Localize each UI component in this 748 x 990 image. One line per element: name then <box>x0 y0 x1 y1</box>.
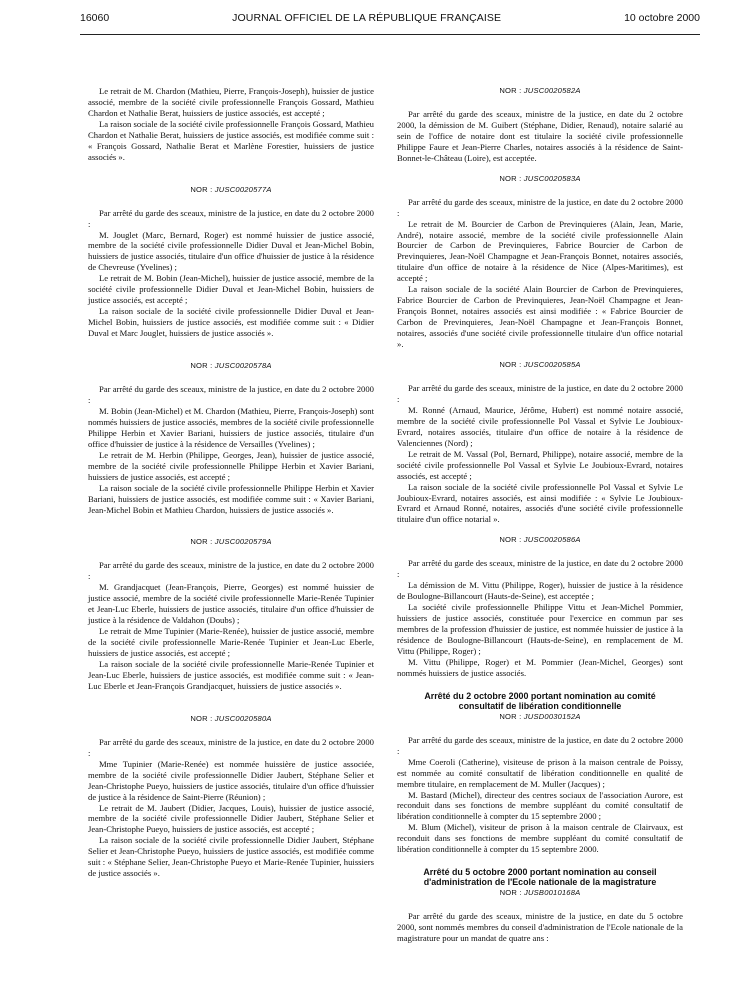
paragraph: La raison sociale de la société civile professionnelle Didier Jaubert, Stéphane Selier et Jean-Christophe Pueyo, huissiers de justice associés, est modifiée comme suit : « Stéphane Selier, Jean-Christophe Pueyo et Marie-Renée Tupinier, huissiers de justice associés ». <box>88 835 374 879</box>
paragraph: Le retrait de M. Herbin (Philippe, Georges, Jean), huissier de justice associé, membre de la société civile professionnelle Philippe Herbin et Xavier Bariani, huissiers de justice associés, est accepté ; <box>88 449 374 482</box>
paragraph: Par arrêté du garde des sceaux, ministre de la justice, en date du 2 octobre 2000 : <box>397 558 683 580</box>
paragraph: Par arrêté du garde des sceaux, ministre de la justice, en date du 5 octobre 2000, sont nommés membres du conseil d'administration de l'Ecole nationale de la magistrature pour un mandat de quatre ans : <box>397 911 683 944</box>
journal-title: JOURNAL OFFICIEL DE LA RÉPUBLIQUE FRANÇAISE <box>232 12 502 24</box>
paragraph: Le retrait de M. Jaubert (Didier, Jacques, Louis), huissier de justice associé, membre de la société civile professionnelle Didier Jaubert, Stéphane Selier et Jean-Christophe Pueyo, huissiers de justice associés, est accepté ; <box>88 802 374 835</box>
arrete-title: Arrêté du 2 octobre 2000 portant nomination au comité consultatif de libération conditionnelle <box>424 690 656 711</box>
nor-reference <box>88 185 374 196</box>
paragraph: La raison sociale de la société civile professionnelle François Gossard, Mathieu Chardon et Nathalie Berat, huissiers de justice associés, est modifiée comme suit : « François Gossard, Nathalie Berat et Marlène Forestier, huissiers de justice associés ». <box>88 118 374 162</box>
nor-reference <box>88 714 374 725</box>
paragraph: La raison sociale de la société civile professionnelle Philippe Herbin et Xavier Bariani, huissiers de justice associés, est modifiée comme suit : « Xavier Bariani, Jean-Michel Bobin et Mathieu Chardon, huissiers de justice associés ». <box>88 482 374 515</box>
paragraph: Mme Tupinier (Marie-Renée) est nommée huissière de justice associée, membre de la société civile professionnelle Didier Jaubert, Stéphane Selier et Jean-Christophe Pueyo, huissiers de justice associés, titulaire d'un office d'huissier de justice à la résidence de Saint-Pierre (Réunion) ; <box>88 758 374 802</box>
paragraph: M. Bastard (Michel), directeur des centres sociaux de l'association Aurore, est reconduit dans ses fonctions de membre suppléant du comité consultatif de libération conditionnelle à compter du 15 septembre 2000 ; <box>397 789 683 822</box>
nor-reference <box>397 174 683 185</box>
paragraph: M. Bobin (Jean-Michel) et M. Chardon (Mathieu, Pierre, François-Joseph) sont nommés huissiers de justice associés, membres de la société civile professionnelle Philippe Herbin et Xavier Bariani, huissiers de justice associés, titulaire d'un office d'huissier de justice à la résidence de Versailles (Yvelines) ; <box>88 405 374 449</box>
nor-label: NOR : <box>499 86 522 95</box>
paragraph: Le retrait de M. Vassal (Pol, Bernard, Philippe), notaire associé, membre de la société civile professionnelle Pol Vassal et Sylvie Le Joubioux-Evrard, notaires associés, est accepté ; <box>397 448 683 481</box>
paragraph: Par arrêté du garde des sceaux, ministre de la justice, en date du 2 octobre 2000 : <box>88 384 374 405</box>
nor-code: JUSC0020580A <box>214 713 272 723</box>
nor-code: JUSC0020578A <box>214 361 272 371</box>
nor-label: NOR : <box>190 537 213 547</box>
nor-reference <box>397 360 683 371</box>
paragraph: Par arrêté du garde des sceaux, ministre de la justice, en date du 2 octobre 2000 : <box>88 207 374 229</box>
paragraph: Le retrait de M. Bourcier de Carbon de Previnquieres (Alain, Jean, Marie, André), notaire associé, membre de la société civile professionnelle Alain Bourcier de Carbon de Previnquieres, Fabrice Bourcier de Carbon de Previnquieres, Jean-Noël Champagne et Jean-François Bonnet, notaires associés, titulaire d'un office de notaire à la résidence de Nice (Alpes-Maritimes), est accepté ; <box>397 218 683 284</box>
nor-label: NOR : <box>499 535 522 545</box>
nor-code: JUSB0010168A <box>523 888 581 898</box>
page-header <box>80 12 700 35</box>
issue-date: 10 octobre 2000 <box>624 12 700 24</box>
page-number: 16060 <box>80 12 110 24</box>
paragraph: Par arrêté du garde des sceaux, ministre de la justice, en date du 2 octobre 2000 : <box>397 734 683 756</box>
nor-code: JUSC0020585A <box>523 360 581 370</box>
nor-reference <box>88 537 374 548</box>
paragraph: La démission de M. Vittu (Philippe, Roger), huissier de justice à la résidence de Boulogne-Billancourt (Hauts-de-Seine), est acceptée ; <box>397 580 683 602</box>
paragraph: M. Blum (Michel), visiteur de prison à la maison centrale de Clairvaux, est reconduit dans ses fonctions de membre suppléant du comité consultatif de libération conditionnelle à compter du 15 septembre 2000. <box>397 822 683 855</box>
nor-reference <box>397 712 683 723</box>
paragraph: La raison sociale de la société Alain Bourcier de Carbon de Previnquieres, Fabrice Bourcier de Carbon de Previnquieres, Jean-Noël Champagne et Jean-François Bonnet, notaires associés est ainsi modifiée : « Fabrice Bourcier de Carbon de Previnquieres, Jean-Noël Champagne et Jean-François Bonnet, notaires, associés d'une société civile professionnelle titulaire d'un office notarial ». <box>397 284 683 350</box>
paragraph: M. Vittu (Philippe, Roger) et M. Pommier (Jean-Michel, Georges) sont nommés huissiers de justice associés. <box>397 656 683 678</box>
left-column <box>88 86 374 879</box>
nor-code: JUSD0030152A <box>523 711 581 721</box>
nor-label: NOR : <box>190 184 213 194</box>
nor-label: NOR : <box>499 173 522 183</box>
paragraph: M. Jouglet (Marc, Bernard, Roger) est nommé huissier de justice associé, membre de la société civile professionnelle Didier Duval et Jean-Michel Bobin, huissiers de justice associés, titulaire d'un office d'huissier de justice à la résidence de Chevreuse (Yvelines) ; <box>88 229 374 273</box>
nor-reference <box>397 535 683 546</box>
nor-code: JUSC0020579A <box>214 537 272 547</box>
nor-label: NOR : <box>190 713 213 723</box>
nor-reference <box>88 361 374 372</box>
nor-label: NOR : <box>499 711 522 721</box>
nor-reference <box>397 888 683 899</box>
right-column <box>397 86 683 944</box>
paragraph: La raison sociale de la société civile professionnelle Pol Vassal et Sylvie Le Joubioux-Evrard, notaires associés, est ainsi modifiée : « Sylvie Le Joubioux-Evrard et Arnaud Ronné, notaires, associés d'une société civile professionnelle titulaire d'un office notarial ». <box>397 481 683 525</box>
paragraph: Par arrêté du garde des sceaux, ministre de la justice, en date du 2 octobre 2000 : <box>397 382 683 404</box>
paragraph: Par arrêté du garde des sceaux, ministre de la justice, en date du 2 octobre 2000, la démission de M. Guibert (Stéphane, Didier, Renaud), notaire salarié au sein de l'office de notaire dont est titulaire la société civile professionnelle Philippe Faure et Jean-Pierre Charles, notaires associés à la résidence de Saint-Bonnet-le-Château (Loire), est acceptée. <box>397 108 683 163</box>
paragraph: Le retrait de M. Bobin (Jean-Michel), huissier de justice associé, membre de la société civile professionnelle Didier Duval et Jean-Michel Bobin, huissiers de justice associés, est accepté ; <box>88 273 374 306</box>
paragraph: M. Grandjacquet (Jean-François, Pierre, Georges) est nommé huissier de justice associé, membre de la société civile professionnelle Marie-Renée Tupinier et Jean-Luc Eberle, huissiers de justice associés, titulaire d'un office d'huissier de justice à la résidence de Valdahon (Doubs) ; <box>88 582 374 626</box>
nor-reference <box>397 86 683 97</box>
paragraph: Par arrêté du garde des sceaux, ministre de la justice, en date du 2 octobre 2000 : <box>88 560 374 582</box>
nor-code: JUSC0020586A <box>523 535 581 545</box>
paragraph: M. Ronné (Arnaud, Maurice, Jérôme, Hubert) est nommé notaire associé, membre de la société civile professionnelle Pol Vassal et Sylvie Le Joubioux-Evrard, notaires associés, titulaire d'un office de notaire à la résidence de Valenciennes (Nord) ; <box>397 404 683 448</box>
nor-code: JUSC0020577A <box>214 184 272 194</box>
nor-label: NOR : <box>190 361 213 371</box>
paragraph: Le retrait de Mme Tupinier (Marie-Renée), huissier de justice associé, membre de la société civile professionnelle Marie-Renée Tupinier et Jean-Luc Eberle, huissiers de justice associés, est accepté ; <box>88 626 374 659</box>
nor-label: NOR : <box>499 360 522 370</box>
paragraph: Par arrêté du garde des sceaux, ministre de la justice, en date du 2 octobre 2000 : <box>88 736 374 758</box>
paragraph: Par arrêté du garde des sceaux, ministre de la justice, en date du 2 octobre 2000 : <box>397 196 683 218</box>
nor-code: JUSC0020582A <box>523 86 581 95</box>
nor-label: NOR : <box>499 888 522 898</box>
nor-code: JUSC0020583A <box>523 173 581 183</box>
paragraph: Le retrait de M. Chardon (Mathieu, Pierre, François-Joseph), huissier de justice associé, membre de la société civile professionnelle François Gossard, Mathieu Chardon et Nathalie Berat, huissiers de justice associés, est accepté ; <box>88 86 374 118</box>
paragraph: La raison sociale de la société civile professionnelle Marie-Renée Tupinier et Jean-Luc Eberle, huissiers de justice associés, est modifiée comme suit : « Jean-Luc Eberle et Jean-François Grandjacquet, huissiers de justice associés ». <box>88 658 374 691</box>
paragraph: La raison sociale de la société civile professionnelle Didier Duval et Jean-Michel Bobin, huissiers de justice associés, est modifiée comme suit : « Didier Duval et Marc Jouglet, huissiers de justice associés ». <box>88 306 374 339</box>
paragraph: La société civile professionnelle Philippe Vittu et Jean-Michel Pommier, huissiers de justice associés, constituée pour l'exercice en commun par ses membres de la profession d'huissier de justice, est nommée huissier de justice à la résidence de Boulogne-Billancourt (Hauts-de-Seine), en remplacement de M. Vittu (Philippe, Roger) ; <box>397 602 683 656</box>
arrete-title: Arrêté du 5 octobre 2000 portant nomination au conseil d'administration de l'Ecole nationale de la magistrature <box>423 867 657 888</box>
paragraph: Mme Coeroli (Catherine), visiteuse de prison à la maison centrale de Poissy, est nommée au comité consultatif de libération conditionnelle en qualité de membre titulaire, en remplacement de M. Muller (Jacques) ; <box>397 756 683 789</box>
